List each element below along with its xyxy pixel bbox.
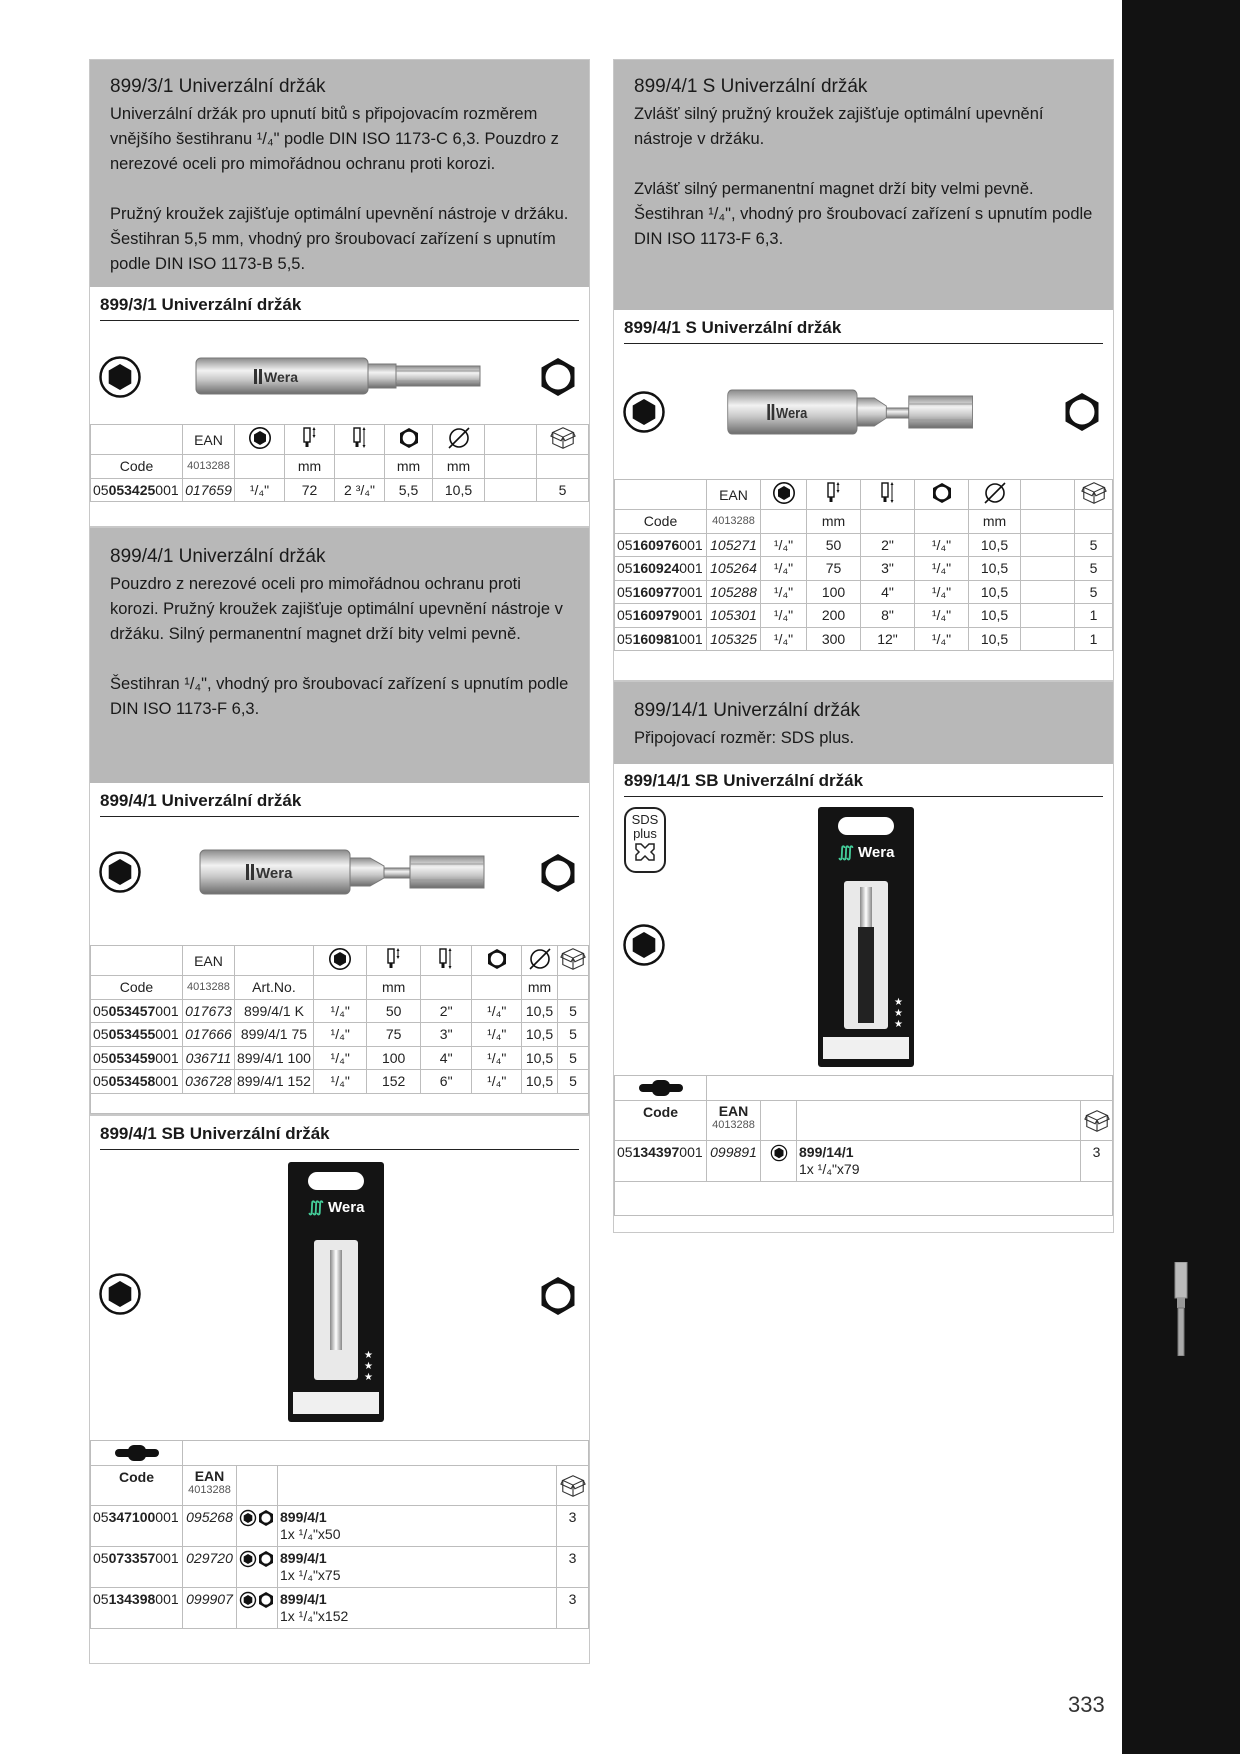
hex-drive-icon	[536, 1274, 580, 1318]
package-icon	[560, 1473, 586, 1499]
product-image-row	[90, 321, 589, 424]
unit: mm	[969, 510, 1021, 534]
bit-length-icon	[876, 481, 900, 505]
product-image-row	[614, 344, 1113, 479]
diameter-cell: 10,5	[433, 478, 485, 502]
hex-drive-icon	[485, 947, 509, 971]
unit: mm	[367, 976, 421, 1000]
dual-hex-icon	[239, 1550, 275, 1568]
ean-header: EAN 4013288	[183, 1466, 237, 1506]
product-section	[90, 783, 589, 817]
spec-table	[90, 424, 589, 502]
product-title: 899/4/1 S Univerzální držák	[634, 76, 868, 97]
hex-socket-icon	[248, 426, 272, 450]
table-row: 05347100001 095268 899/4/1 1x ¹/₄"x50 3	[91, 1506, 589, 1547]
code-header: Code	[615, 510, 707, 534]
description-text: Pružný kroužek zajišťuje optimální upevnění nástroje v držáku. Šestihran 5,5 mm, vhodný pro šroubovací zařízení s upnutím podle DIN ISO 1173-B 5,5.	[110, 205, 569, 273]
product-section	[614, 764, 1113, 797]
hex-drive-icon	[1060, 390, 1104, 434]
ean-prefix: 4013288	[183, 455, 235, 479]
product-title: 899/14/1 Univerzální držák	[634, 700, 861, 721]
bit-length-icon	[348, 426, 372, 450]
bit-length-icon	[298, 426, 322, 450]
description-block	[614, 682, 1113, 764]
bit-length-icon	[382, 947, 406, 971]
sds-label: SDS	[631, 812, 659, 827]
hex-drive-icon	[536, 355, 580, 399]
dual-hex-icon	[239, 1591, 275, 1609]
package-icon	[1081, 480, 1107, 506]
section-title: 899/4/1 SB Univerzální držák	[100, 1124, 579, 1150]
unit: mm	[522, 976, 558, 1000]
spec-table	[90, 945, 589, 1114]
hex-socket-icon	[770, 1144, 788, 1162]
side-bar	[1122, 0, 1240, 1754]
product-panel-899-4-1-s	[613, 59, 1114, 681]
code-cell: 05053425001	[91, 478, 183, 502]
description-block	[90, 528, 589, 783]
length-cell: 72	[285, 478, 335, 502]
table-row: 05053455001 017666 899/4/1 75 ¹/₄" 75 3" ¹/₄" 10,5 5	[91, 1023, 589, 1047]
table-row: 05134398001 099907 899/4/1 1x ¹/₄"x152 3	[91, 1588, 589, 1629]
ean-header: EAN	[182, 946, 234, 976]
description-block	[614, 60, 1113, 310]
hex-socket-icon	[98, 355, 142, 399]
product-section	[614, 310, 1113, 344]
product-panel-899-4-1	[89, 527, 590, 1115]
product-image-row	[90, 1150, 589, 1440]
package-icon	[560, 946, 586, 972]
package-table	[614, 1075, 1113, 1216]
hex-socket-icon	[328, 947, 352, 971]
table-row: 05073357001 029720 899/4/1 1x ¹/₄"x75 3	[91, 1547, 589, 1588]
product-panel-899-3-1	[89, 59, 590, 527]
drive-cell: ¹/₄"	[235, 478, 285, 502]
length-inch-cell: 2 ³/₄"	[335, 478, 385, 502]
package-icon	[550, 425, 576, 451]
table-row: 05053457001 017673 899/4/1 K ¹/₄" 50 2" ¹/₄" 10,5 5	[91, 999, 589, 1023]
product-panel-899-14-1	[613, 681, 1114, 1233]
hex-socket-icon	[98, 850, 142, 894]
description-text: Zvlášť silný pružný kroužek zajišťuje optimální upevnění nástroje v držáku.	[634, 105, 1044, 148]
bit-length-icon	[434, 947, 458, 971]
diameter-icon	[447, 426, 471, 450]
table-row: 05160979001 105301 ¹/₄" 200 8" ¹/₄" 10,5 1	[615, 604, 1113, 628]
ean-header: EAN	[183, 425, 235, 455]
sds-label: plus	[633, 826, 657, 841]
description-text: Připojovací rozměr: SDS plus.	[634, 729, 855, 747]
side-holder-thumbnail	[1172, 1262, 1190, 1356]
product-section	[90, 1116, 589, 1150]
table-row: 05160977001 105288 ¹/₄" 100 4" ¹/₄" 10,5 5	[615, 580, 1113, 604]
table-row: 05160976001 105271 ¹/₄" 50 2" ¹/₄" 10,5 5	[615, 533, 1113, 557]
hex-cell: 5,5	[385, 478, 433, 502]
ean-prefix: 4013288	[182, 976, 234, 1000]
table-row	[91, 478, 589, 502]
qty-cell: 5	[537, 478, 589, 502]
section-title: 899/14/1 SB Univerzální držák	[624, 771, 1103, 797]
ean-header: EAN 4013288	[707, 1101, 761, 1141]
product-image-row	[90, 817, 589, 945]
package-table	[90, 1440, 589, 1629]
unit: mm	[385, 455, 433, 479]
page-number: 333	[1068, 1692, 1105, 1717]
section-title: 899/4/1 S Univerzální držák	[624, 318, 1103, 344]
code-header: Code	[91, 1466, 183, 1506]
sds-plus-badge	[624, 807, 666, 873]
code-header: Code	[615, 1101, 707, 1141]
brand-logo: Wera	[858, 844, 895, 861]
hex-socket-icon	[622, 390, 666, 434]
description-text: Pouzdro z nerezové oceli pro mimořádnou ochranu proti korozi. Pružný kroužek zajišťuje optimální upevnění nástroje v držáku. Silný permanentní magnet drží bity velmi pevně.	[110, 575, 563, 643]
table-row: 05160924001 105264 ¹/₄" 75 3" ¹/₄" 10,5 5	[615, 557, 1113, 581]
unit: mm	[285, 455, 335, 479]
table-row: 05134397001 099891 899/14/1 1x ¹/₄"x79 3	[615, 1141, 1113, 1182]
hex-drive-icon	[397, 426, 421, 450]
brand-logo: Wera	[328, 1199, 365, 1216]
ean-prefix: 4013288	[707, 510, 761, 534]
dual-hex-icon	[239, 1509, 275, 1527]
artno-header: Art.No.	[234, 976, 313, 1000]
spec-table	[614, 479, 1113, 651]
code-header: Code	[91, 455, 183, 479]
bit-length-icon	[822, 481, 846, 505]
section-title: 899/3/1 Univerzální držák	[100, 295, 579, 321]
hex-socket-icon	[98, 1272, 142, 1316]
handle-icon	[114, 1444, 160, 1462]
diameter-icon	[528, 947, 552, 971]
diameter-icon	[983, 481, 1007, 505]
hex-socket-icon	[622, 923, 666, 967]
hex-socket-icon	[772, 481, 796, 505]
section-title: 899/4/1 Univerzální držák	[100, 791, 579, 817]
holder-image	[726, 386, 976, 438]
ean-cell: 017659	[183, 478, 235, 502]
hex-drive-icon	[930, 481, 954, 505]
blister-pack-image: ∭ Wera ★ ★ ★	[288, 1162, 384, 1422]
holder-image	[198, 846, 488, 898]
description-text: Zvlášť silný permanentní magnet drží bity velmi pevně. Šestihran ¹/₄", vhodný pro šroubovací zařízení s upnutím podle DIN ISO 1173-F 6,3.	[634, 180, 1093, 248]
description-block	[90, 60, 589, 287]
product-title: 899/3/1 Univerzální držák	[110, 76, 326, 97]
package-icon	[1084, 1108, 1110, 1134]
product-panel-899-4-1-sb	[89, 1115, 590, 1664]
ean-header: EAN	[707, 480, 761, 510]
product-image-row	[614, 797, 1113, 1075]
product-section	[90, 287, 589, 321]
description-text: Šestihran ¹/₄", vhodný pro šroubovací zařízení s upnutím podle DIN ISO 1173-F 6,3.	[110, 675, 569, 718]
handle-icon	[638, 1079, 684, 1097]
holder-image	[194, 354, 484, 398]
blister-pack-image: ∭ Wera ★ ★ ★	[818, 807, 914, 1067]
product-title: 899/4/1 Univerzální držák	[110, 546, 326, 567]
table-row: 05053458001 036728 899/4/1 152 ¹/₄" 152 6" ¹/₄" 10,5 5	[91, 1070, 589, 1094]
sds-shank-icon	[632, 841, 658, 863]
unit: mm	[807, 510, 861, 534]
table-row: 05053459001 036711 899/4/1 100 ¹/₄" 100 4" ¹/₄" 10,5 5	[91, 1046, 589, 1070]
hex-drive-icon	[536, 851, 580, 895]
unit: mm	[433, 455, 485, 479]
description-text: Univerzální držák pro upnutí bitů s připojovacím rozměrem vnějšího šestihranu ¹/₄" podle DIN ISO 1173-C 6,3. Pouzdro z nerezové oceli pro mimořádnou ochranu proti korozi.	[110, 105, 559, 173]
code-header: Code	[91, 976, 183, 1000]
table-row: 05160981001 105325 ¹/₄" 300 12" ¹/₄" 10,5 1	[615, 627, 1113, 651]
